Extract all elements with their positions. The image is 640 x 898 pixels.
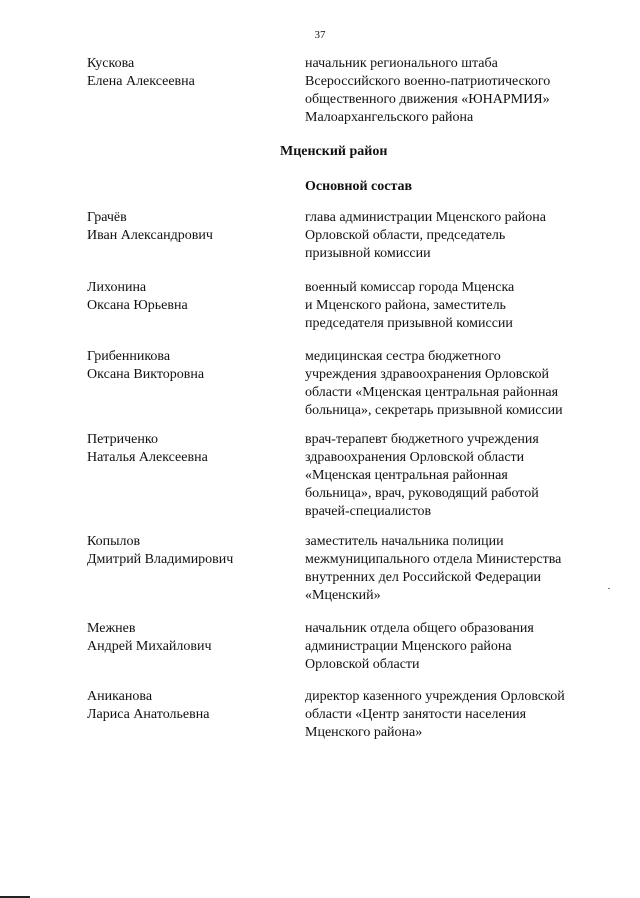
given-names: Иван Александрович — [87, 228, 213, 243]
role-line: призывной комиссии — [305, 246, 431, 261]
role-line: и Мценского района, заместитель — [305, 298, 506, 313]
given-names: Елена Алексеевна — [87, 74, 195, 89]
role-line: внутренних дел Российской Федерации — [305, 570, 542, 585]
given-names: Андрей Михайлович — [87, 639, 212, 654]
role-line: врач-терапевт бюджетного учреждения — [305, 432, 539, 447]
role-line: военный комиссар города Мценска — [305, 280, 515, 295]
given-names: Дмитрий Владимирович — [87, 552, 234, 567]
member-name — [87, 431, 287, 467]
member-role — [305, 620, 605, 674]
scan-speck — [608, 588, 610, 589]
role-line: медицинская сестра бюджетного — [305, 349, 501, 364]
role-line: председателя призывной комиссии — [305, 316, 513, 331]
role-line: «Мценский» — [305, 588, 381, 603]
role-line: здравоохранения Орловской области — [305, 450, 525, 465]
role-line: Малоархангельского района — [305, 110, 474, 125]
surname: Аниканова — [87, 689, 153, 704]
given-names: Оксана Юрьевна — [87, 298, 188, 313]
member-role — [305, 533, 605, 605]
member-name — [87, 620, 287, 656]
role-line: глава администрации Мценского района — [305, 210, 546, 225]
role-line: Мценского района» — [305, 725, 423, 740]
role-line: больница», врач, руководящий работой — [305, 486, 539, 501]
role-line: «Мценская центральная районная — [305, 468, 508, 483]
member-name — [87, 348, 287, 384]
role-line: больница», секретарь призывной комиссии — [305, 403, 563, 418]
member-role — [305, 348, 605, 420]
member-name — [87, 209, 287, 245]
role-line: области «Центр занятости населения — [305, 707, 527, 722]
member-role — [305, 55, 605, 127]
role-line: начальник регионального штаба — [305, 56, 498, 71]
surname: Грибенникова — [87, 349, 171, 364]
member-name — [87, 688, 287, 724]
role-line: Орловской области — [305, 657, 420, 672]
member-name — [87, 55, 287, 91]
role-line: врачей-специалистов — [305, 504, 432, 519]
surname: Копылов — [87, 534, 141, 549]
role-line: директор казенного учреждения Орловской — [305, 689, 565, 704]
role-line: области «Мценская центральная районная — [305, 385, 559, 400]
surname: Кускова — [87, 56, 135, 71]
surname: Лихонина — [87, 280, 147, 295]
given-names: Оксана Викторовна — [87, 367, 205, 382]
member-name — [87, 533, 287, 569]
surname: Петриченко — [87, 432, 158, 447]
member-role — [305, 431, 605, 521]
member-role — [305, 209, 605, 263]
member-role — [305, 279, 605, 333]
member-name — [87, 279, 287, 315]
given-names: Наталья Алексеевна — [87, 450, 208, 465]
page-number: 37 — [314, 29, 326, 41]
role-line: межмуниципального отдела Министерства — [305, 552, 562, 567]
role-line: учреждения здравоохранения Орловской — [305, 367, 550, 382]
role-line: начальник отдела общего образования — [305, 621, 534, 636]
section-title: Основной состав — [305, 179, 413, 194]
member-role — [305, 688, 605, 742]
role-line: администрации Мценского района — [305, 639, 512, 654]
role-line: заместитель начальника полиции — [305, 534, 504, 549]
surname: Межнев — [87, 621, 136, 636]
given-names: Лариса Анатольевна — [87, 707, 210, 722]
role-line: Всероссийского военно-патриотического — [305, 74, 551, 89]
role-line: общественного движения «ЮНАРМИЯ» — [305, 92, 550, 107]
district-title: Мценский район — [280, 144, 388, 159]
role-line: Орловской области, председатель — [305, 228, 506, 243]
surname: Грачёв — [87, 210, 127, 225]
